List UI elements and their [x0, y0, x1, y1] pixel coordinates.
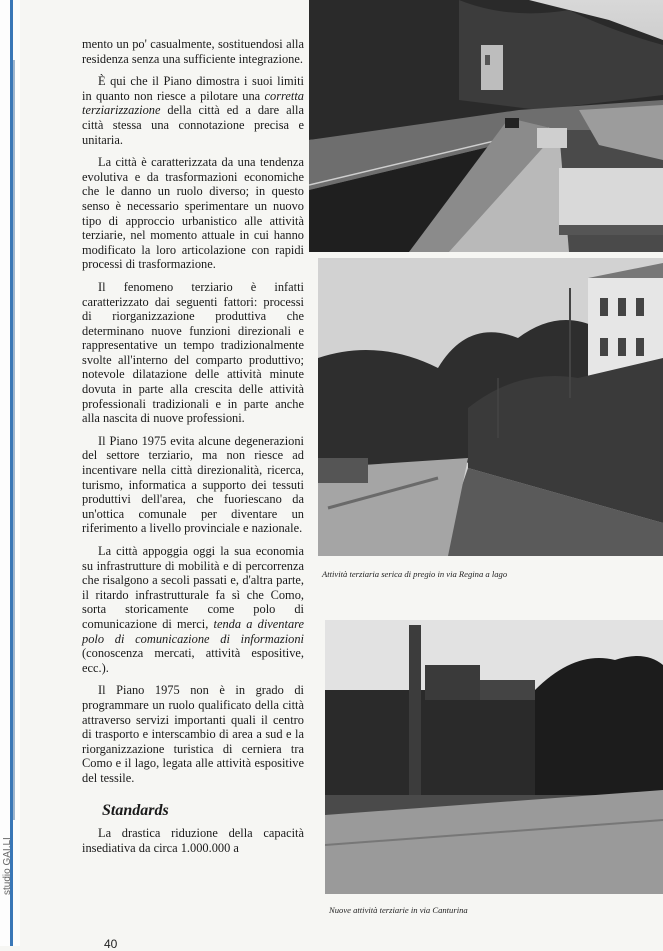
paragraph: Il Piano 1975 non è in grado di programmare un ruolo qualificato della città attraverso servizi importanti quali il centro di trasporto e interscambio di area a sud e la riorganizzazione turistica di cerniera tra Como e il lago, legata alle attività espositive del tessile. — [82, 683, 304, 785]
photo-via-canturina — [325, 620, 663, 894]
page-number: 40 — [104, 937, 118, 951]
paragraph: La città è caratterizzata da una tendenza evolutiva e da trasformazioni economiche che le danno un ruolo diverso; in questo senso è necessario sperimentare un nuovo tipo di approccio urbanistico alle attività terziarie, nel momento attuale in cui hanno modificato la loro articolazione con rapidi processi di trasformazione. — [82, 155, 304, 272]
paragraph: È qui che il Piano dimostra i suoi limiti in quanto non riesce a pilotare una corretta terziarizzazione della città ed a dare alla città stessa una connotazione precisa e unitaria. — [82, 74, 304, 147]
text-column — [82, 37, 304, 863]
photo-caption: Attività terziaria serica di pregio in via Regina a lago — [322, 569, 508, 579]
paragraph: La drastica riduzione della capacità insediativa da circa 1.000.000 a — [82, 826, 304, 855]
margin-label: studio GAI.LI — [2, 837, 13, 895]
paragraph: Il Piano 1975 evita alcune degenerazioni del settore terziario, ma non riesce ad incentivare nella città direzionalità, ricerca, turismo, informatica a supporto dei tessuti produttivi dell'area, che fuoriescano da un'ottica comunale per diventare un riferimento a livello provinciale e nazionale. — [82, 433, 304, 536]
binding-stripe-secondary — [13, 60, 15, 820]
paragraph: mento un po' casualmente, sostituendosi alla residenza senza una sufficiente integrazione. — [82, 37, 304, 66]
photo-lakeside-road — [309, 0, 663, 252]
section-heading: Standards — [102, 801, 169, 819]
paragraph: La città appoggia oggi la sua economia su infrastrutture di mobilità e di percorrenza che risalgono a secoli passati e, d'altra parte, il ritardo infrastrutturale fa sì che Como, sorta storicamente come polo di comunicazione di merci, tenda a diventare polo di comunicazione di informazioni (conoscenza mercati, attività espositive, ecc.). — [82, 544, 304, 675]
photo-caption: Nuove attività terziarie in via Canturina — [329, 905, 468, 915]
photo-via-regina — [318, 258, 663, 556]
paragraph: Il fenomeno terziario è infatti caratterizzato dai seguenti fattori: processi di riorganizzazione produttiva che determinano nuove funzioni direzionali e rappresentative un tempo tradizionalmente svolte all'interno del comparto produttivo; notevole dilatazione delle attività minute dovuta in parte alla crescita delle attività professionali tradizionali e in parte anche alla nascita di nuove professioni. — [82, 279, 304, 426]
